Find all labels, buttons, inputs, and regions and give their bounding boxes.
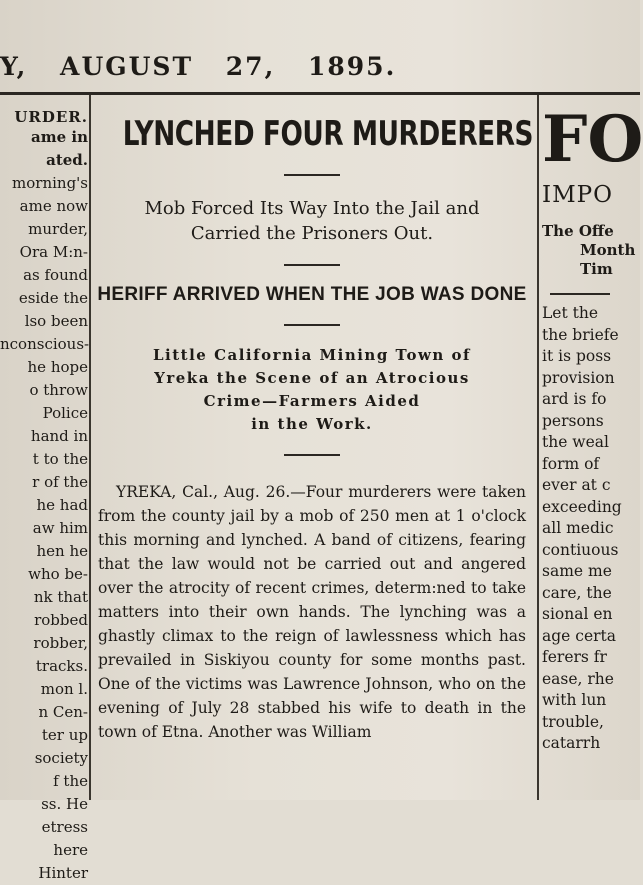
left-column-heading: URDER. (14, 108, 88, 126)
left-column (0, 100, 88, 885)
masthead-dateline (0, 52, 520, 81)
summary-line: Crime—Farmers Aided (203, 392, 421, 410)
right-column-line: it is poss (542, 347, 612, 365)
subhead (92, 196, 532, 246)
left-column-line: f the (53, 772, 88, 790)
right-column-line: sional en (542, 605, 613, 623)
right-column-line: contiuous (542, 540, 619, 559)
summary (92, 344, 532, 436)
right-column-line: ard is fo (542, 390, 607, 408)
left-column-line: t to the (32, 450, 88, 468)
right-column-line: ease, rhe (542, 669, 614, 688)
right-column-line: the briefe (542, 325, 619, 344)
right-column-line: the weal (542, 433, 609, 451)
right-column-line: care, the (542, 583, 612, 602)
left-column-line: who be- (28, 565, 88, 583)
right-deck (542, 222, 640, 279)
divider-rule (284, 174, 340, 176)
summary-line: in the Work. (251, 415, 373, 433)
left-column-line: society (34, 749, 88, 767)
left-column-line: etress (41, 818, 88, 836)
right-column (542, 100, 643, 755)
right-deck-line: Tim (580, 260, 613, 278)
left-column-line: Police (42, 404, 88, 422)
left-column-line: Hinter (38, 864, 88, 882)
summary-line: Yreka the Scene of an Atrocious (154, 369, 470, 387)
column-divider (89, 95, 91, 800)
left-column-line: Ora M:n- (19, 243, 88, 261)
left-column-line: mon l. (40, 680, 88, 698)
left-column-line: morning's (12, 174, 88, 192)
left-column-line: nk that (33, 588, 88, 606)
article-body (98, 480, 526, 744)
date-part: 27, (225, 52, 276, 81)
left-column-line: eside the (18, 289, 88, 307)
divider-rule (550, 293, 610, 295)
subhead-line: Carried the Prisoners Out. (190, 223, 434, 244)
subhead-line: Mob Forced Its Way Into the Jail and (144, 198, 480, 219)
left-column-line: robbed (34, 611, 88, 629)
date-part: Y, (0, 52, 28, 81)
left-column-line: ter up (41, 726, 88, 744)
right-column-line: persons (542, 411, 604, 430)
left-column-line: robber, (33, 634, 88, 652)
column-divider (537, 95, 539, 800)
right-column-line: catarrh (542, 734, 601, 752)
left-column-line: o throw (29, 381, 88, 399)
right-column-line: age certa (542, 626, 616, 645)
right-deck-line: The Offe (542, 222, 614, 240)
right-subheading: IMPO (542, 182, 613, 208)
article-body-text: YREKA, Cal., Aug. 26.—Four murderers were taken from the county jail by a mob of 250 men at 1 o'clock this morning and lynched. A band of citizens, fearing that the law would not be carried out and angered over the atrocity of recent crimes, determ:ned to take matters into their own hands. The lynching was a ghastly climax to the reign of lawlessness which has prevailed in Siskiyou county for some months past. One of the victims was Lawrence Johnson, who on the evening of July 28 stabbed his wife to death in the town of Etna. Another was William (98, 483, 526, 741)
divider-rule (284, 264, 340, 266)
right-deck-line: Month (580, 241, 636, 259)
left-column-line: hen he (36, 542, 88, 560)
summary-line: Little California Mining Town of (153, 346, 471, 364)
right-column-line: same me (542, 562, 612, 580)
right-column-line: all medic (542, 519, 614, 537)
masthead-rule (0, 92, 640, 95)
left-column-line: ame now (19, 197, 88, 215)
left-column-line: r of the (32, 473, 88, 491)
left-column-line: nconscious- (0, 335, 90, 353)
right-column-line: exceeding (542, 497, 622, 516)
left-column-line: tracks. (35, 657, 88, 675)
left-column-line: ame in (31, 128, 88, 146)
left-column-line: murder, (28, 220, 88, 238)
left-column-line: lso been (24, 312, 88, 330)
date-part: AUGUST (60, 52, 194, 81)
left-column-line: ss. He (41, 795, 88, 813)
right-column-line: form of (542, 454, 600, 473)
divider-rule (284, 454, 340, 456)
left-column-line: aw him (32, 519, 88, 537)
date-part: 1895. (308, 52, 397, 81)
right-column-text (542, 303, 640, 755)
left-column-line: he hope (27, 358, 88, 376)
right-column-line: provision (542, 368, 615, 387)
left-column-line: ated. (46, 151, 88, 169)
right-column-line: with lun (542, 691, 607, 709)
article (92, 100, 532, 744)
left-column-line: he had (36, 496, 88, 514)
headline: LYNCHED FOUR MURDERERS (122, 114, 534, 154)
right-headline: FO (542, 102, 643, 177)
right-column-line: trouble, (542, 712, 604, 731)
right-column-line: Let the (542, 304, 599, 322)
left-column-text (0, 126, 88, 885)
right-column-line: ever at c (542, 476, 611, 494)
left-column-line: here (53, 841, 88, 859)
deck: HERIFF ARRIVED WHEN THE JOB WAS DONE (97, 284, 527, 305)
left-column-line: as found (23, 266, 88, 284)
right-column-line: ferers fr (542, 648, 607, 666)
left-column-line: n Cen- (38, 703, 88, 721)
left-column-line: hand in (30, 427, 88, 445)
divider-rule (284, 324, 340, 326)
